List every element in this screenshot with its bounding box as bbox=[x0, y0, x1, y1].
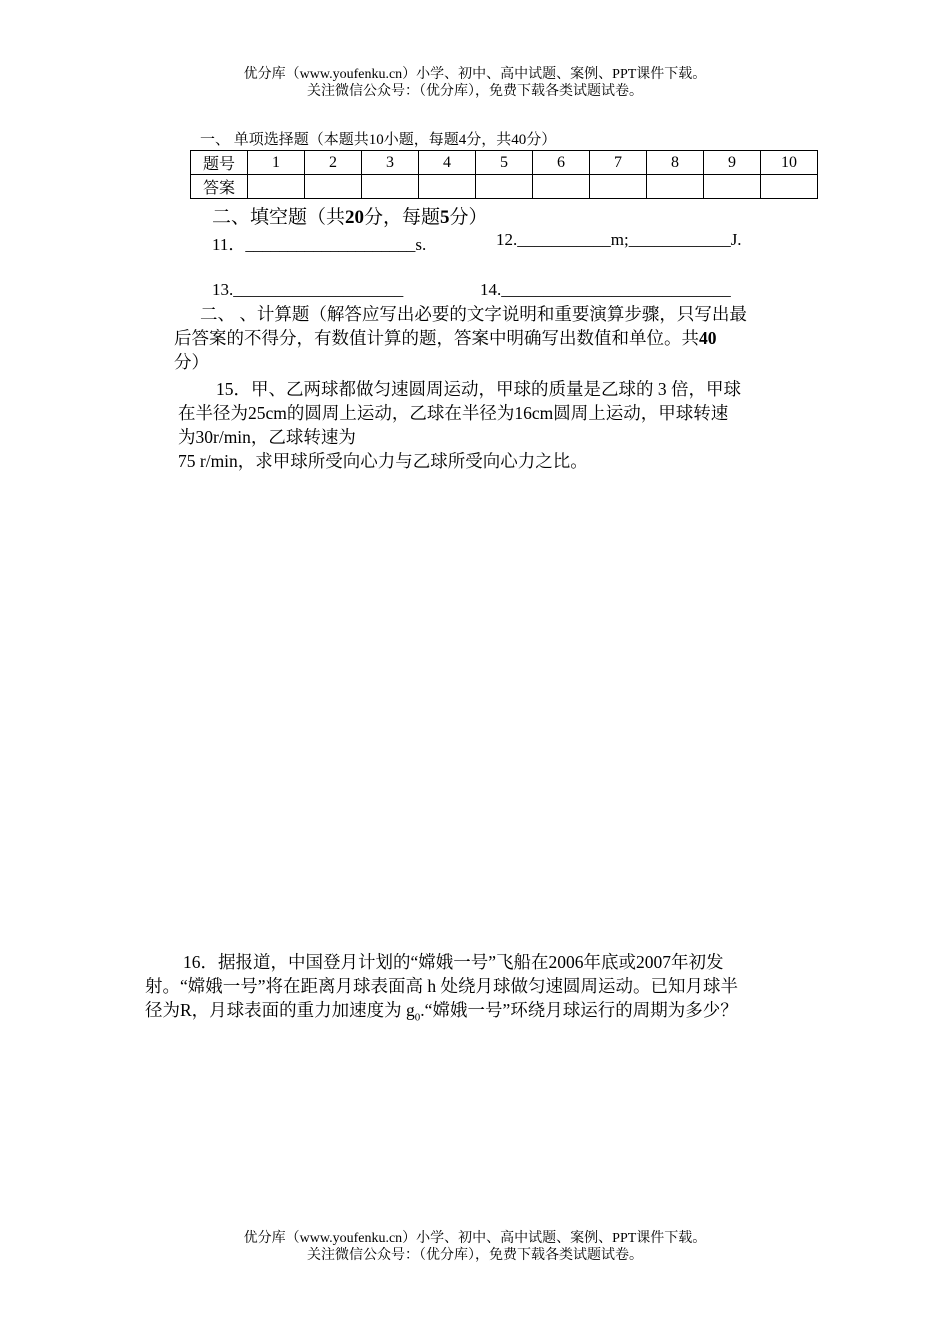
column-header: 7 bbox=[590, 151, 647, 175]
answer-cell[interactable] bbox=[362, 175, 419, 199]
section-3-line-1-text: 二、 、计算题（解答应写出必要的文字说明和重要演算步骤，只写出最 bbox=[200, 304, 747, 324]
section-1-title: 一、 单项选择题（本题共10小题，每题4分，共40分） bbox=[200, 132, 557, 148]
section-2-each: 5 bbox=[440, 207, 450, 228]
table-row-answers bbox=[191, 175, 818, 199]
q16-line-3 bbox=[145, 998, 805, 1030]
section-3-line-3: 分） bbox=[174, 352, 209, 372]
column-header: 1 bbox=[248, 151, 305, 175]
answer-cell[interactable] bbox=[419, 175, 476, 199]
column-header: 6 bbox=[533, 151, 590, 175]
column-header: 3 bbox=[362, 151, 419, 175]
question-16 bbox=[145, 950, 805, 1030]
blank-q11[interactable]: 11．____________________s. bbox=[212, 235, 427, 254]
column-header: 10 bbox=[761, 151, 818, 175]
column-header: 5 bbox=[476, 151, 533, 175]
section-3-line-1 bbox=[174, 302, 806, 326]
column-header: 8 bbox=[647, 151, 704, 175]
page-footer bbox=[0, 1230, 950, 1264]
footer-line-2: 关注微信公众号：（优分库），免费下载各类试题试卷。 bbox=[307, 1248, 643, 1263]
section-3-intro bbox=[174, 302, 806, 374]
answer-table bbox=[190, 150, 818, 199]
answer-cell[interactable] bbox=[590, 175, 647, 199]
footer-line-1: 优分库（www.youfenku.cn）小学、初中、高中试题、案例、PPT课件下载。 bbox=[243, 1231, 707, 1246]
section-3-line-2 bbox=[174, 326, 806, 350]
section-2-total: 20 bbox=[345, 207, 365, 228]
section-2-title-a: 二、填空题（共 bbox=[212, 207, 346, 228]
q15-line-4: 75 r/min，求甲球所受向心力与乙球所受向心力之比。 bbox=[178, 451, 588, 471]
row-label-answer: 答案 bbox=[191, 175, 248, 199]
section-3-line-2-text: 后答案的不得分，有数值计算的题，答案中明确写出数值和单位。共 bbox=[174, 328, 699, 348]
column-header: 9 bbox=[704, 151, 761, 175]
row-label-number: 题号 bbox=[191, 151, 248, 175]
column-header: 4 bbox=[419, 151, 476, 175]
q15-line-3: 为30r/min，乙球转速为 bbox=[178, 427, 356, 447]
q16-line-2: 射。“嫦娥一号”将在距离月球表面高 h 处绕月球做匀速圆周运动。已知月球半 bbox=[145, 976, 739, 996]
answer-cell[interactable] bbox=[476, 175, 533, 199]
blank-q14[interactable]: 14.___________________________ bbox=[480, 280, 731, 299]
answer-cell[interactable] bbox=[305, 175, 362, 199]
blank-q13[interactable]: 13.____________________ bbox=[212, 280, 404, 299]
section-2-title bbox=[212, 202, 488, 229]
answer-cell[interactable] bbox=[533, 175, 590, 199]
section-3-total: 40 bbox=[699, 328, 717, 348]
q15-line-1: 15．甲、乙两球都做匀速圆周运动，甲球的质量是乙球的 3 倍，甲球 bbox=[216, 379, 741, 399]
q16-line-1: 16．据报道，中国登月计划的“嫦娥一号”飞船在2006年底或2007年初发 bbox=[183, 952, 724, 972]
answer-cell[interactable] bbox=[704, 175, 761, 199]
header-line-1: 优分库（www.youfenku.cn）小学、初中、高中试题、案例、PPT课件下载。 bbox=[243, 67, 707, 82]
q16-line-3-text-a: 径为R，月球表面的重力加速度为 g bbox=[145, 1000, 415, 1020]
section-2-title-c: 分，每题 bbox=[364, 207, 441, 228]
answer-cell[interactable] bbox=[647, 175, 704, 199]
section-2-title-e: 分） bbox=[449, 207, 488, 228]
q16-subscript: 0 bbox=[414, 1011, 421, 1024]
table-row-numbers bbox=[191, 151, 818, 175]
header-line-2: 关注微信公众号：（优分库），免费下载各类试题试卷。 bbox=[307, 84, 643, 99]
page-header bbox=[0, 66, 950, 100]
blank-q12[interactable]: 12.___________m;____________J. bbox=[496, 230, 742, 249]
column-header: 2 bbox=[305, 151, 362, 175]
q16-line-3-text-b: .“嫦娥一号”环绕月球运行的周期为多少？ bbox=[420, 1000, 738, 1020]
answer-cell[interactable] bbox=[248, 175, 305, 199]
answer-cell[interactable] bbox=[761, 175, 818, 199]
q15-line-2: 在半径为25cm的圆周上运动，乙球在半径为16cm圆周上运动，甲球转速 bbox=[178, 403, 729, 423]
question-15 bbox=[178, 377, 806, 473]
